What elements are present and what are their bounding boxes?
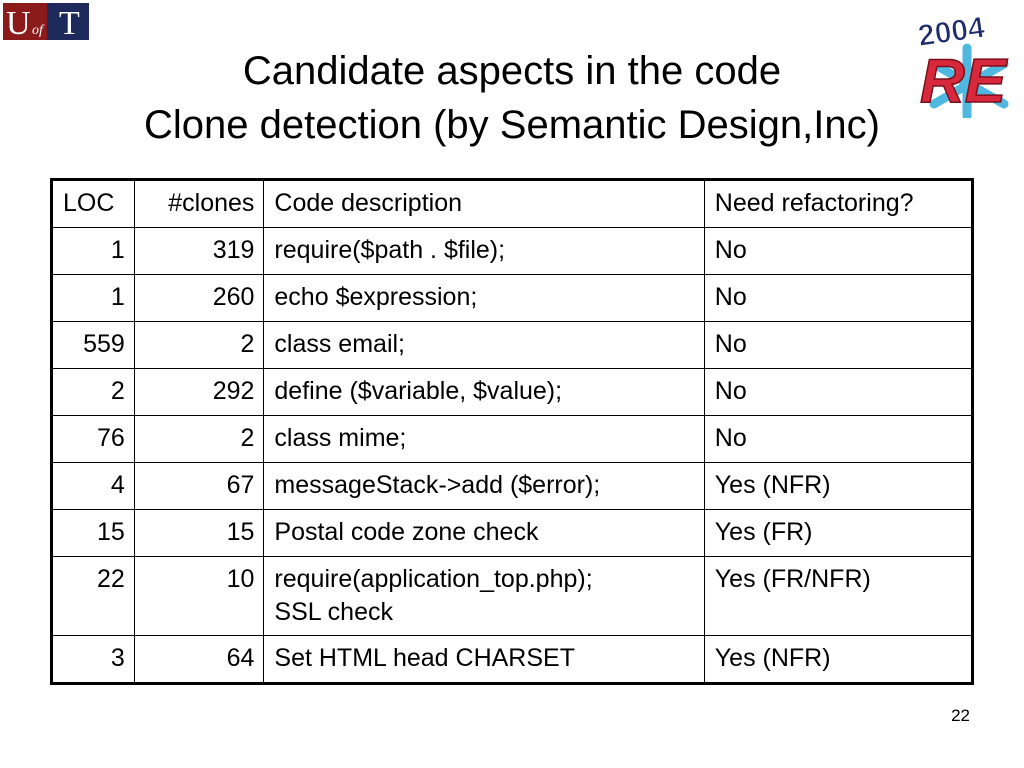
cell-need-refactoring: No (704, 416, 972, 463)
cell-loc: 2 (52, 369, 135, 416)
cell-clones: 2 (134, 322, 264, 369)
cell-loc: 559 (52, 322, 135, 369)
header-need-refactoring: Need refactoring? (704, 180, 972, 228)
cell-need-refactoring: Yes (NFR) (704, 636, 972, 684)
cell-need-refactoring: Yes (FR/NFR) (704, 557, 972, 636)
cell-code-description: define ($variable, $value); (264, 369, 704, 416)
table-row (52, 416, 973, 463)
table-header-row (52, 180, 973, 228)
slide-title-line-1: Candidate aspects in the code (242, 49, 782, 93)
header-loc: LOC (52, 180, 135, 228)
cell-clones: 10 (134, 557, 264, 636)
cell-need-refactoring: No (704, 322, 972, 369)
cell-code-description: class email; (264, 322, 704, 369)
header-code-description: Code description (264, 180, 704, 228)
uoft-logo-u: U (6, 5, 31, 40)
cell-clones: 292 (134, 369, 264, 416)
cell-loc: 1 (52, 228, 135, 275)
cell-clones: 260 (134, 275, 264, 322)
cell-need-refactoring: No (704, 228, 972, 275)
cell-clones: 64 (134, 636, 264, 684)
cell-code-description: messageStack->add ($error); (264, 463, 704, 510)
cell-need-refactoring: No (704, 275, 972, 322)
cell-loc: 22 (52, 557, 135, 636)
cell-code-description: Set HTML head CHARSET (264, 636, 704, 684)
cell-loc: 15 (52, 510, 135, 557)
cell-clones: 2 (134, 416, 264, 463)
table-row (52, 557, 973, 636)
cell-code-description (264, 557, 704, 636)
re-logo-year: 2004 (916, 10, 987, 53)
table-row (52, 322, 973, 369)
cell-loc: 1 (52, 275, 135, 322)
table-row (52, 510, 973, 557)
cell-need-refactoring: No (704, 369, 972, 416)
table-row (52, 636, 973, 684)
uoft-logo-of: of (32, 23, 43, 38)
cell-loc: 3 (52, 636, 135, 684)
table-row (52, 369, 973, 416)
cell-code-description: echo $expression; (264, 275, 704, 322)
table-row (52, 275, 973, 322)
cell-need-refactoring: Yes (NFR) (704, 463, 972, 510)
page-number: 22 (951, 706, 970, 725)
cell-clones: 319 (134, 228, 264, 275)
cell-code-description: class mime; (264, 416, 704, 463)
cell-loc: 4 (52, 463, 135, 510)
slide-title (0, 44, 1024, 152)
uoft-logo-t: T (59, 5, 80, 40)
slide-title-line-2: Clone detection (by Semantic Design,Inc) (144, 103, 880, 147)
clone-detection-table (50, 178, 974, 685)
cell-need-refactoring: Yes (FR) (704, 510, 972, 557)
cell-clones: 15 (134, 510, 264, 557)
cell-code-description-line-2: SSL check (274, 598, 393, 626)
table-row (52, 463, 973, 510)
cell-code-description: Postal code zone check (264, 510, 704, 557)
cell-code-description-line-1: require(application_top.php); (274, 565, 593, 593)
cell-clones: 67 (134, 463, 264, 510)
cell-loc: 76 (52, 416, 135, 463)
re-logo-letters: RE (920, 47, 1007, 116)
uoft-logo (3, 3, 89, 40)
header-clones: #clones (134, 180, 264, 228)
cell-code-description: require($path . $file); (264, 228, 704, 275)
table-row (52, 228, 973, 275)
